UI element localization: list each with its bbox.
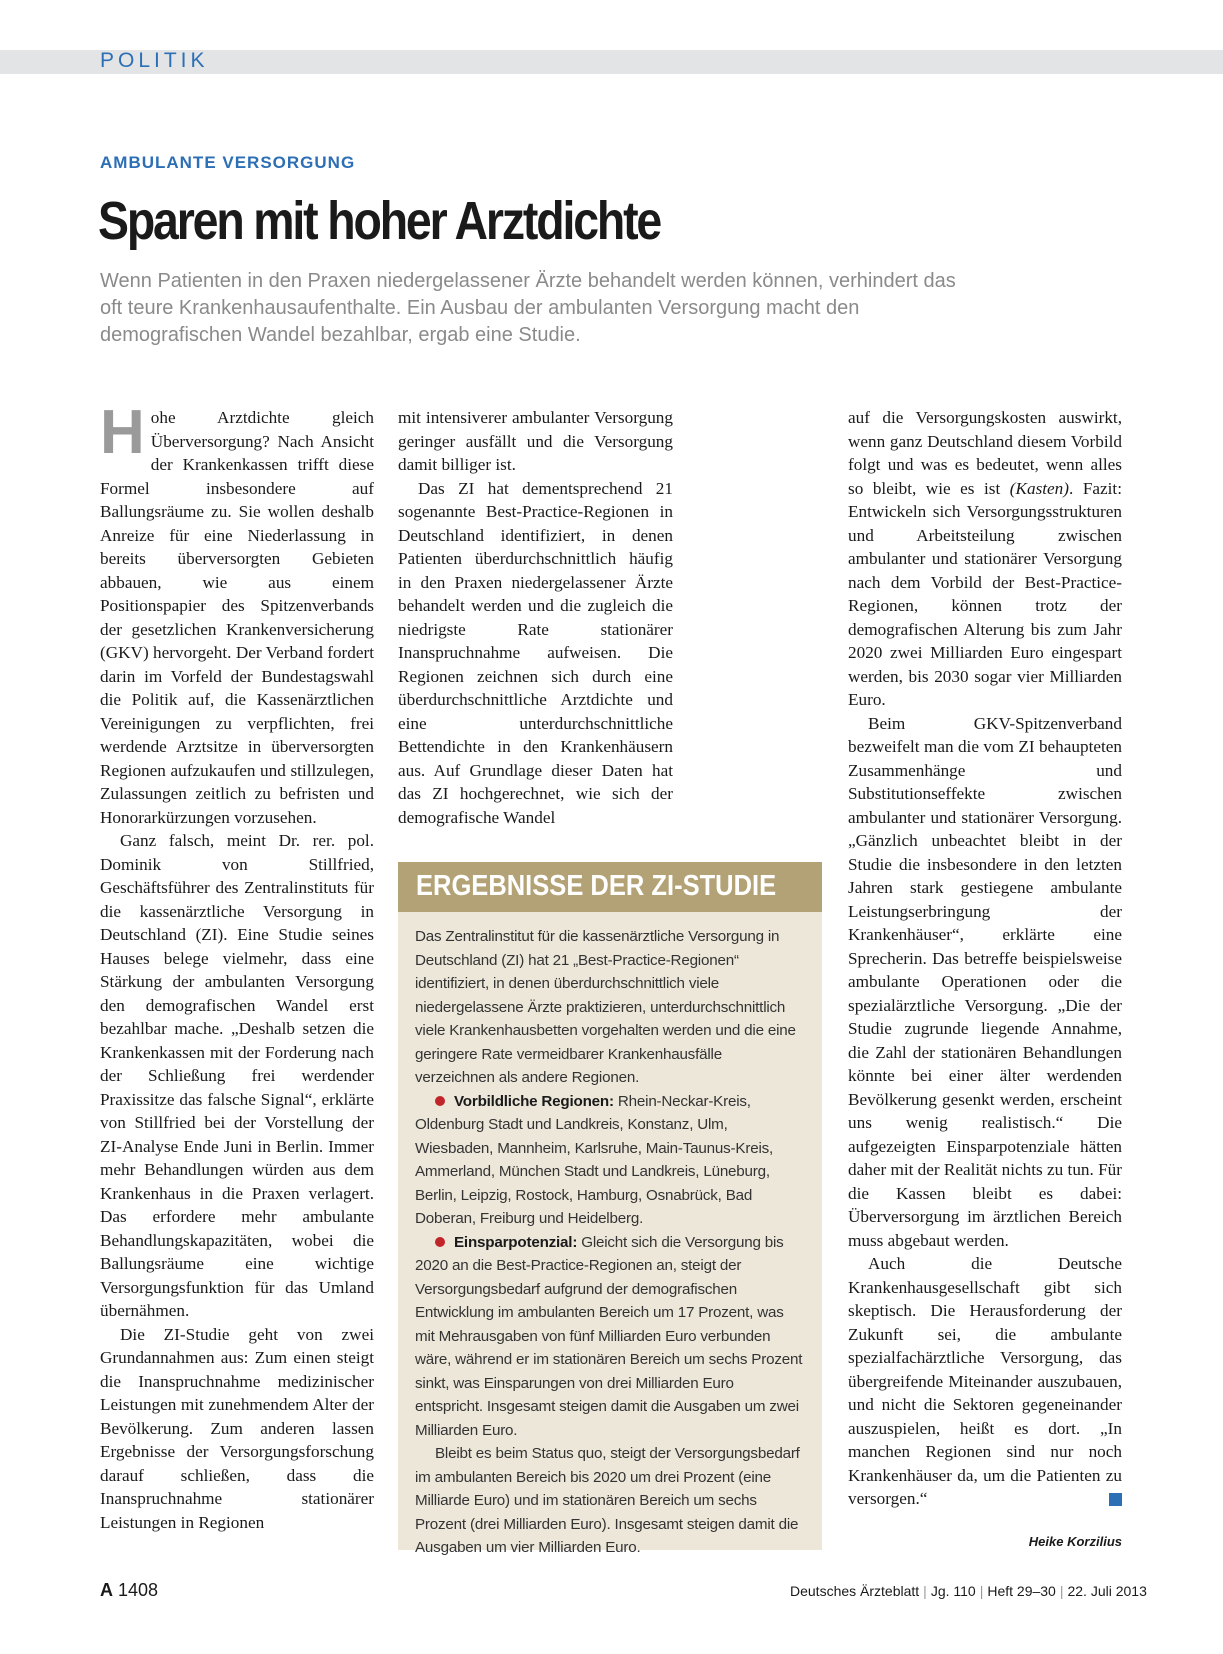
- info-box-body: [415, 925, 805, 1560]
- article-column-1: [100, 398, 374, 1534]
- article-paragraph: mit intensiverer ambulanter Versorgung geringer ausfällt und die Versorgung damit billiger ist.: [398, 408, 673, 474]
- info-box-bullet: Einsparpotenzial: Gleicht sich die Versorgung bis 2020 an die Best-Practice-Regionen an, steigt der Versorgungsbedarf aufgrund der demografischen Entwicklung im ambulanten Bereich um 17 Prozent, was mit Mehrausgaben von fünf Milliarden Euro verbunden wäre, während er im stationären Bereich um sechs Prozent sinkt, was Einsparungen von drei Milliarden Euro entspricht. Insgesamt steigen damit die Ausgaben um zwei Milliarden Euro.: [415, 1233, 803, 1439]
- article-paragraph: Die ZI-Studie geht von zwei Grundannahmen aus: Zum einen steigt die Inanspruchnahme medizinischer Leistungen mit zunehmendem Alter der Bevölkerung. Zum anderen lassen Ergebnisse der Versorgungsforschung darauf schließen, dass die Inanspruchnahme stationärer Leistungen in Regionen: [100, 1324, 374, 1532]
- publication-info: Deutsches Ärzteblatt | Jg. 110 | Heft 29–30 | 22. Juli 2013: [790, 1583, 1147, 1599]
- info-box-title: ERGEBNISSE DER ZI-STUDIE: [416, 870, 777, 902]
- article-paragraph: Ganz falsch, meint Dr. rer. pol. Dominik von Stillfried, Geschäftsführer des Zentralinstituts für die kassenärztliche Versorgung in Deutschland (ZI). Eine Studie seines Hauses belege vielmehr, dass eine Stärkung der ambulanten Versorgung den demografischen Wandel erst bezahlbar mache. „Deshalb setzen die Krankenkassen mit der Forderung nach der Schließung frei werdender Praxissitze das falsche Signal“, erklärte von Stillfried bei der Vorstellung der ZI-Analyse Ende Juni in Berlin. Immer mehr Behandlungen würden aus dem Krankenhaus in die Praxen verlagert. Das erfordere mehr ambulante Behandlungskapazitäten, wobei die Ballungsräume eine wichtige Versorgungsfunktion für das Umland übernähmen.: [100, 831, 374, 1320]
- drop-cap: H: [100, 398, 145, 467]
- info-box: [398, 862, 822, 1556]
- section-label: POLITIK: [100, 49, 209, 72]
- article-paragraph: Auch die Deutsche Krankenhausgesellschaft gibt sich skeptisch. Die Herausforderung der Zukunft sei, die ambulante spezialfachärztliche Versorgung, das übergreifende Miteinander auszubauen, und nicht die Sektoren gegeneinander auszuspielen, heißt es dort. „In manchen Regionen sind nur noch Krankenhäuser da, um die Patienten zu versorgen.“: [848, 1254, 1122, 1508]
- article-headline: Sparen mit hoher Arztdichte: [98, 191, 661, 251]
- info-box-bullet: Vorbildliche Regionen: Rhein-Neckar-Kreis, Oldenburg Stadt und Landkreis, Konstanz, Ulm, Wiesbaden, Mannheim, Karlsruhe, Main-Taunus-Kreis, Ammerland, München Stadt und Landkreis, Lüneburg, Berlin, Leipzig, Rostock, Hamburg, Osnabrück, Bad Doberan, Freiburg und Heidelberg.: [415, 1092, 774, 1227]
- journal-name: Deutsches Ärzteblatt: [790, 1583, 920, 1599]
- journal-issue: Heft 29–30: [987, 1583, 1056, 1599]
- bullet-dot-icon: [435, 1096, 445, 1106]
- box-reference: (Kasten): [1009, 478, 1069, 498]
- info-box-header: [398, 862, 822, 912]
- article-kicker: AMBULANTE VERSORGUNG: [100, 153, 356, 172]
- article-column-2: [398, 406, 673, 829]
- publication-date: 22. Juli 2013: [1067, 1583, 1147, 1599]
- article-paragraph: Das ZI hat dementsprechend 21 sogenannte Best-Practice-Regionen in Deutschland identifiziert, in denen Patienten überdurchschnittlich häufig in den Praxen niedergelassener Ärzte behandelt werden und die zugleich die niedrigste Rate stationärer Inanspruchnahme aufweisen. Die Regionen zeichnen sich durch eine überdurchschnittliche Arztdichte und eine unterdurchschnittliche Bettendichte in den Krankenhäusern aus. Auf Grundlage dieser Daten hat das ZI hochgerechnet, wie sich der demografische Wandel: [398, 478, 673, 827]
- article-paragraph: Hohe Arztdichte gleich Überversorgung? Nach Ansicht der Krankenkassen trifft diese Formel insbesondere auf Ballungsräume zu. Sie wollen deshalb Anreize für eine Niederlassung in bereits überversorgten Gebieten abbauen, wie aus einem Positionspapier des Spitzenverbands der gesetzlichen Krankenversicherung (GKV) hervorgeht. Der Verband fordert darin im Vorfeld der Bundestagswahl die Politik auf, die Kassenärztlichen Vereinigungen zu verpflichten, frei werdende Arztsitze in überversorgten Regionen aufzukaufen und stillzulegen, Zulassungen zeitlich zu befristen und Honorarkürzungen vorzusehen.: [100, 398, 374, 827]
- article-paragraph: auf die Versorgungskosten auswirkt, wenn ganz Deutschland diesem Vorbild folgt und was es bedeutet, wenn alles so bleibt, wie es ist (Kasten). Fazit: Entwickeln sich Versorgungsstrukturen und Arbeitsteilung zwischen ambulanter und stationärer Versorgung nach dem Vorbild der Best-Practice-Regionen, können trotz der demografischen Alterung bis zum Jahr 2020 zwei Milliarden Euro eingespart werden, bis 2030 sogar vier Milliarden Euro.: [848, 408, 1122, 709]
- article-standfirst: Wenn Patienten in den Praxen niedergelassener Ärzte behandelt werden können, verhindert das oft teure Krankenhausaufenthalte. Ein Ausbau der ambulanten Versorgung macht den demografischen Wandel bezahlbar, ergab eine Studie.: [100, 270, 956, 346]
- bullet-dot-icon: [435, 1237, 445, 1247]
- article-column-3: [848, 406, 1122, 1511]
- info-box-intro: Das Zentralinstitut für die kassenärztliche Versorgung in Deutschland (ZI) hat 21 „Best-Practice-Regionen“ identifiziert, in denen überdurchschnittlich viele niedergelassene Ärzte praktizieren, unterdurchschnittlich viele Krankenhausbetten vorgehalten werden und die eine geringere Rate vermeidbarer Krankenhausfälle verzeichnen als andere Regionen.: [415, 928, 796, 1086]
- journal-volume: Jg. 110: [930, 1583, 976, 1599]
- info-box-outro: Bleibt es beim Status quo, steigt der Versorgungsbedarf im ambulanten Bereich bis 2020 um drei Prozent (eine Milliarde Euro) und im stationären Bereich um sechs Prozent (drei Milliarden Euro). Insgesamt steigen damit die Ausgaben um vier Milliarden Euro.: [415, 1445, 800, 1556]
- end-mark-icon: [1109, 1493, 1122, 1506]
- article-author: Heike Korzilius: [1028, 1534, 1122, 1549]
- page-number: A 1408: [100, 1580, 159, 1600]
- article-paragraph: Beim GKV-Spitzenverband bezweifelt man die vom ZI behaupteten Zusammenhänge und Substitutionseffekte zwischen ambulanter und stationärer Versorgung. „Gänzlich unbeachtet bleibt in der Studie die insbesondere in den letzten Jahren stark gestiegene ambulante Leistungserbringung der Krankenhäuser“, erklärte eine Sprecherin. Das betreffe beispielsweise ambulante Operationen oder die spezialärztliche Versorgung. „Die der Studie zugrunde liegende Annahme, die Zahl der stationären Behandlungen könnte bei einer älter werdenden Bevölkerung gesenkt werden, erscheint uns wenig realistisch.“ Die aufgezeigten Einsparpotenziale hätten daher mit der Realität nichts zu tun. Für die Kassen bleibt es dabei: Überversorgung im ärztlichen Bereich muss abgebaut werden.: [848, 713, 1122, 1250]
